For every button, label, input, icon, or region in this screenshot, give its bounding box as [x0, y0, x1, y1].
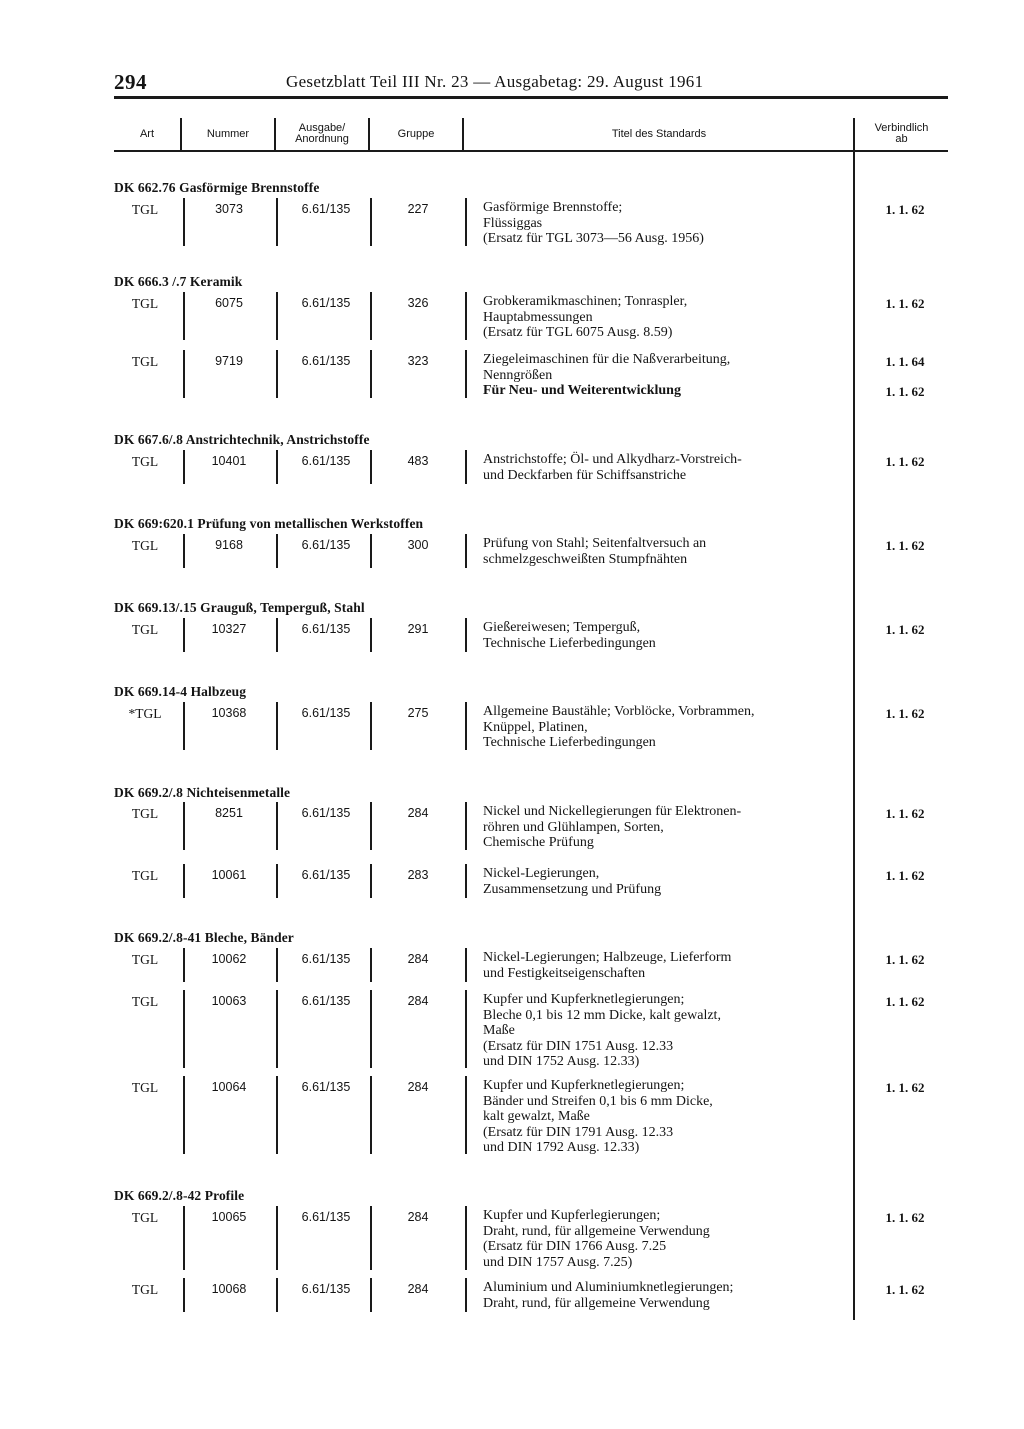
titel-line: Kupfer und Kupferknetlegierungen;	[483, 1078, 685, 1093]
col-verbindlich-label-1: Verbindlich	[874, 122, 929, 134]
col-titel	[464, 118, 854, 150]
row-separator	[276, 198, 278, 246]
section-title: DK 669.2/.8-42 Profile	[114, 1188, 245, 1203]
row-separator	[370, 1278, 372, 1312]
cell-gruppe: 284	[407, 1080, 429, 1094]
cell-art: *TGL	[128, 706, 162, 721]
titel-line: und DIN 1752 Ausg. 12.33)	[483, 1054, 640, 1069]
cell-verbindlich: 1. 1. 62	[885, 622, 925, 637]
col-art-label: Art	[139, 127, 155, 140]
cell-verbindlich: 1. 1. 62	[885, 1210, 925, 1225]
cell-gruppe: 323	[407, 354, 429, 368]
date-column-rule	[853, 152, 855, 1320]
cell-titel	[483, 620, 849, 651]
cell-titel	[483, 866, 849, 897]
cell-ausgabe: 6.61/135	[301, 622, 351, 636]
cell-verbindlich: 1. 1. 62	[885, 202, 925, 217]
cell-nummer: 10401	[211, 454, 247, 468]
titel-line: Technische Lieferbedingungen	[483, 635, 656, 651]
titel-line: Technische Lieferbedingungen	[483, 735, 656, 750]
row-separator	[183, 450, 185, 484]
row-separator	[465, 1076, 467, 1154]
col-ausgabe-label-1: Ausgabe/	[298, 122, 346, 134]
cell-ausgabe: 6.61/135	[301, 1282, 351, 1296]
titel-line: und DIN 1757 Ausg. 7.25)	[483, 1254, 633, 1270]
row-separator	[183, 1076, 185, 1154]
titel-line: Bänder und Streifen 0,1 bis 6 mm Dicke,	[483, 1093, 713, 1109]
row-separator	[370, 1206, 372, 1270]
titel-line: Draht, rund, für allgemeine Verwendung	[483, 1295, 710, 1311]
row-separator	[465, 534, 467, 568]
cell-titel	[483, 804, 849, 851]
row-separator	[465, 702, 467, 750]
cell-art: TGL	[131, 868, 159, 883]
cell-nummer: 10064	[211, 1080, 247, 1094]
cell-nummer: 3073	[215, 202, 243, 216]
row-separator	[370, 1076, 372, 1154]
cell-ausgabe: 6.61/135	[301, 868, 351, 882]
titel-line: Bleche 0,1 bis 12 mm Dicke, kalt gewalzt,	[483, 1007, 721, 1023]
cell-gruppe: 275	[407, 706, 429, 720]
cell-verbindlich: 1. 1. 62	[885, 454, 925, 469]
row-separator	[370, 450, 372, 484]
row-separator	[183, 198, 185, 246]
cell-ausgabe: 6.61/135	[301, 1080, 351, 1094]
cell-verbindlich: 1. 1. 62	[885, 384, 925, 399]
cell-verbindlich: 1. 1. 62	[885, 1282, 925, 1297]
cell-gruppe: 227	[407, 202, 429, 216]
titel-line: röhren und Glühlampen, Sorten,	[483, 819, 664, 835]
cell-verbindlich: 1. 1. 62	[885, 868, 925, 883]
titel-line: Draht, rund, für allgemeine Verwendung	[483, 1223, 710, 1239]
cell-gruppe: 291	[407, 622, 429, 636]
col-nummer-label: Nummer	[206, 127, 250, 140]
titel-line: und Festigkeitseigenschaften	[483, 965, 646, 981]
titel-line: (Ersatz für DIN 1766 Ausg. 7.25	[483, 1239, 667, 1254]
titel-line: Maße	[483, 1023, 515, 1038]
titel-line: Kupfer und Kupferlegierungen;	[483, 1208, 661, 1223]
titel-line: Anstrichstoffe; Öl- und Alkydharz-Vorstreich-	[483, 452, 742, 467]
section-title: DK 669.14-4 Halbzeug	[114, 684, 247, 699]
row-separator	[370, 534, 372, 568]
cell-ausgabe: 6.61/135	[301, 454, 351, 468]
cell-art: TGL	[131, 1282, 159, 1297]
cell-verbindlich: 1. 1. 62	[885, 538, 925, 553]
col-verbindlich	[855, 118, 948, 150]
titel-line: Nickel und Nickellegierungen für Elektronen-	[483, 804, 742, 819]
cell-verbindlich: 1. 1. 62	[885, 994, 925, 1009]
titel-line: Prüfung von Stahl; Seitenfaltversuch an	[483, 536, 707, 551]
titel-line: und DIN 1792 Ausg. 12.33)	[483, 1140, 640, 1155]
titel-line: (Ersatz für DIN 1791 Ausg. 12.33	[483, 1124, 674, 1140]
titel-line: Gasförmige Brennstoffe;	[483, 200, 623, 215]
row-separator	[183, 990, 185, 1068]
titel-line: (Ersatz für TGL 3073—56 Ausg. 1956)	[483, 231, 704, 246]
row-separator	[370, 198, 372, 246]
section-title: DK 669.2/.8-41 Bleche, Bänder	[114, 930, 294, 945]
row-separator	[465, 864, 467, 898]
cell-verbindlich: 1. 1. 62	[885, 706, 925, 721]
cell-titel	[483, 1078, 849, 1156]
row-separator	[465, 350, 467, 398]
cell-art: TGL	[131, 354, 159, 369]
row-separator	[183, 864, 185, 898]
cell-gruppe: 283	[407, 868, 429, 882]
cell-ausgabe: 6.61/135	[301, 202, 351, 216]
row-separator	[370, 864, 372, 898]
page-number: 294	[114, 70, 147, 94]
col-nummer	[182, 118, 274, 150]
cell-ausgabe: 6.61/135	[301, 806, 351, 820]
row-separator	[465, 1206, 467, 1270]
cell-titel	[483, 200, 849, 247]
cell-nummer: 10063	[211, 994, 247, 1008]
cell-gruppe: 284	[407, 1210, 429, 1224]
row-separator	[370, 702, 372, 750]
titel-line: (Ersatz für DIN 1751 Ausg. 12.33	[483, 1038, 674, 1054]
cell-art: TGL	[131, 994, 159, 1009]
cell-nummer: 10368	[211, 706, 247, 720]
row-separator	[183, 534, 185, 568]
cell-gruppe: 284	[407, 1282, 429, 1296]
section-title: DK 669.13/.15 Grauguß, Temperguß, Stahl	[114, 600, 365, 615]
row-separator	[465, 990, 467, 1068]
titel-line: Aluminium und Aluminiumknetlegierungen;	[483, 1280, 734, 1295]
titel-line: Zusammensetzung und Prüfung	[483, 881, 662, 897]
row-separator	[465, 292, 467, 340]
col-verbindlich-label-2: ab	[895, 133, 908, 145]
cell-art: TGL	[131, 1080, 159, 1095]
titel-line: Chemische Prüfung	[483, 835, 594, 850]
titel-line: Ziegeleimaschinen für die Naßverarbeitung,	[483, 352, 731, 367]
cell-ausgabe: 6.61/135	[301, 952, 351, 966]
row-separator	[465, 1278, 467, 1312]
cell-nummer: 10061	[211, 868, 247, 882]
cell-nummer: 10062	[211, 952, 247, 966]
col-titel-label: Titel des Standards	[611, 127, 707, 140]
cell-ausgabe: 6.61/135	[301, 994, 351, 1008]
row-separator	[276, 802, 278, 850]
row-separator	[465, 198, 467, 246]
cell-nummer: 8251	[215, 806, 243, 820]
cell-verbindlich: 1. 1. 62	[885, 296, 925, 311]
cell-gruppe: 300	[407, 538, 429, 552]
cell-ausgabe: 6.61/135	[301, 354, 351, 368]
cell-nummer: 9168	[215, 538, 243, 552]
row-separator	[370, 990, 372, 1068]
cell-art: TGL	[131, 538, 159, 553]
cell-art: TGL	[131, 1210, 159, 1225]
cell-nummer: 6075	[215, 296, 243, 310]
row-separator	[276, 534, 278, 568]
cell-nummer: 10068	[211, 1282, 247, 1296]
titel-line: Knüppel, Platinen,	[483, 719, 588, 735]
titel-line: kalt gewalzt, Maße	[483, 1109, 590, 1124]
section-title: DK 669.2/.8 Nichteisenmetalle	[114, 785, 291, 800]
section-title: DK 669:620.1 Prüfung von metallischen Werkstoffen	[114, 516, 424, 531]
titel-line: (Ersatz für TGL 6075 Ausg. 8.59)	[483, 325, 673, 340]
cell-titel	[483, 294, 849, 341]
titel-line: Nickel-Legierungen,	[483, 866, 600, 881]
row-separator	[370, 350, 372, 398]
row-separator	[276, 948, 278, 982]
cell-art: TGL	[131, 454, 159, 469]
titel-line: Gießereiwesen; Temperguß,	[483, 620, 641, 635]
titel-line: Nenngrößen	[483, 367, 553, 383]
cell-nummer: 10065	[211, 1210, 247, 1224]
cell-titel	[483, 950, 849, 981]
row-separator	[276, 292, 278, 340]
cell-gruppe: 284	[407, 952, 429, 966]
cell-art: TGL	[131, 952, 159, 967]
section-title: DK 667.6/.8 Anstrichtechnik, Anstrichstoffe	[114, 432, 370, 447]
row-separator	[276, 350, 278, 398]
cell-art: TGL	[131, 622, 159, 637]
row-separator	[465, 450, 467, 484]
row-separator	[276, 1278, 278, 1312]
row-separator	[276, 1076, 278, 1154]
header-rule	[114, 96, 948, 99]
row-separator	[276, 702, 278, 750]
cell-ausgabe: 6.61/135	[301, 296, 351, 310]
row-separator	[183, 350, 185, 398]
column-head-rule	[114, 150, 948, 152]
cell-gruppe: 483	[407, 454, 429, 468]
cell-titel	[483, 352, 849, 399]
cell-nummer: 9719	[215, 354, 243, 368]
titel-line: und Deckfarben für Schiffsanstriche	[483, 467, 687, 483]
titel-line: schmelzgeschweißten Stumpfnähten	[483, 551, 688, 567]
section-title: DK 666.3 /.7 Keramik	[114, 274, 243, 289]
cell-titel	[483, 1280, 849, 1311]
section-title: DK 662.76 Gasförmige Brennstoffe	[114, 180, 320, 195]
col-art	[114, 118, 180, 150]
cell-ausgabe: 6.61/135	[301, 538, 351, 552]
col-gruppe-label: Gruppe	[397, 127, 435, 140]
cell-titel	[483, 1208, 849, 1270]
titel-line: Hauptabmessungen	[483, 309, 593, 325]
cell-gruppe: 326	[407, 296, 429, 310]
titel-line: Für Neu- und Weiterentwicklung	[483, 383, 681, 398]
titel-line: Grobkeramikmaschinen; Tonraspler,	[483, 294, 688, 309]
row-separator	[370, 802, 372, 850]
titel-line: Kupfer und Kupferknetlegierungen;	[483, 992, 685, 1007]
row-separator	[370, 618, 372, 652]
running-title: Gesetzblatt Teil III Nr. 23 — Ausgabetag: 29. August 1961	[286, 72, 704, 91]
cell-titel	[483, 536, 849, 567]
row-separator	[276, 864, 278, 898]
cell-verbindlich: 1. 1. 62	[885, 806, 925, 821]
titel-line: Flüssiggas	[483, 215, 543, 231]
row-separator	[276, 1206, 278, 1270]
cell-art: TGL	[131, 296, 159, 311]
row-separator	[465, 618, 467, 652]
cell-verbindlich: 1. 1. 64	[885, 354, 925, 369]
cell-art: TGL	[131, 806, 159, 821]
row-separator	[276, 450, 278, 484]
row-separator	[465, 948, 467, 982]
row-separator	[183, 948, 185, 982]
row-separator	[183, 1206, 185, 1270]
row-separator	[183, 292, 185, 340]
row-separator	[276, 618, 278, 652]
cell-ausgabe: 6.61/135	[301, 1210, 351, 1224]
cell-verbindlich: 1. 1. 62	[885, 1080, 925, 1095]
cell-titel	[483, 704, 849, 751]
row-separator	[465, 802, 467, 850]
row-separator	[370, 948, 372, 982]
row-separator	[183, 618, 185, 652]
row-separator	[370, 292, 372, 340]
row-separator	[276, 990, 278, 1068]
cell-gruppe: 284	[407, 806, 429, 820]
cell-titel	[483, 992, 849, 1070]
titel-line: Allgemeine Baustähle; Vorblöcke, Vorbrammen,	[483, 704, 755, 719]
titel-line: Nickel-Legierungen; Halbzeuge, Lieferform	[483, 950, 732, 965]
cell-titel	[483, 452, 849, 483]
cell-nummer: 10327	[211, 622, 247, 636]
col-ausgabe	[276, 118, 368, 150]
row-separator	[183, 1278, 185, 1312]
row-separator	[183, 802, 185, 850]
cell-ausgabe: 6.61/135	[301, 706, 351, 720]
cell-verbindlich: 1. 1. 62	[885, 952, 925, 967]
cell-gruppe: 284	[407, 994, 429, 1008]
cell-art: TGL	[131, 202, 159, 217]
col-ausgabe-label-2: Anordnung	[295, 133, 349, 145]
col-gruppe	[370, 118, 462, 150]
row-separator	[183, 702, 185, 750]
